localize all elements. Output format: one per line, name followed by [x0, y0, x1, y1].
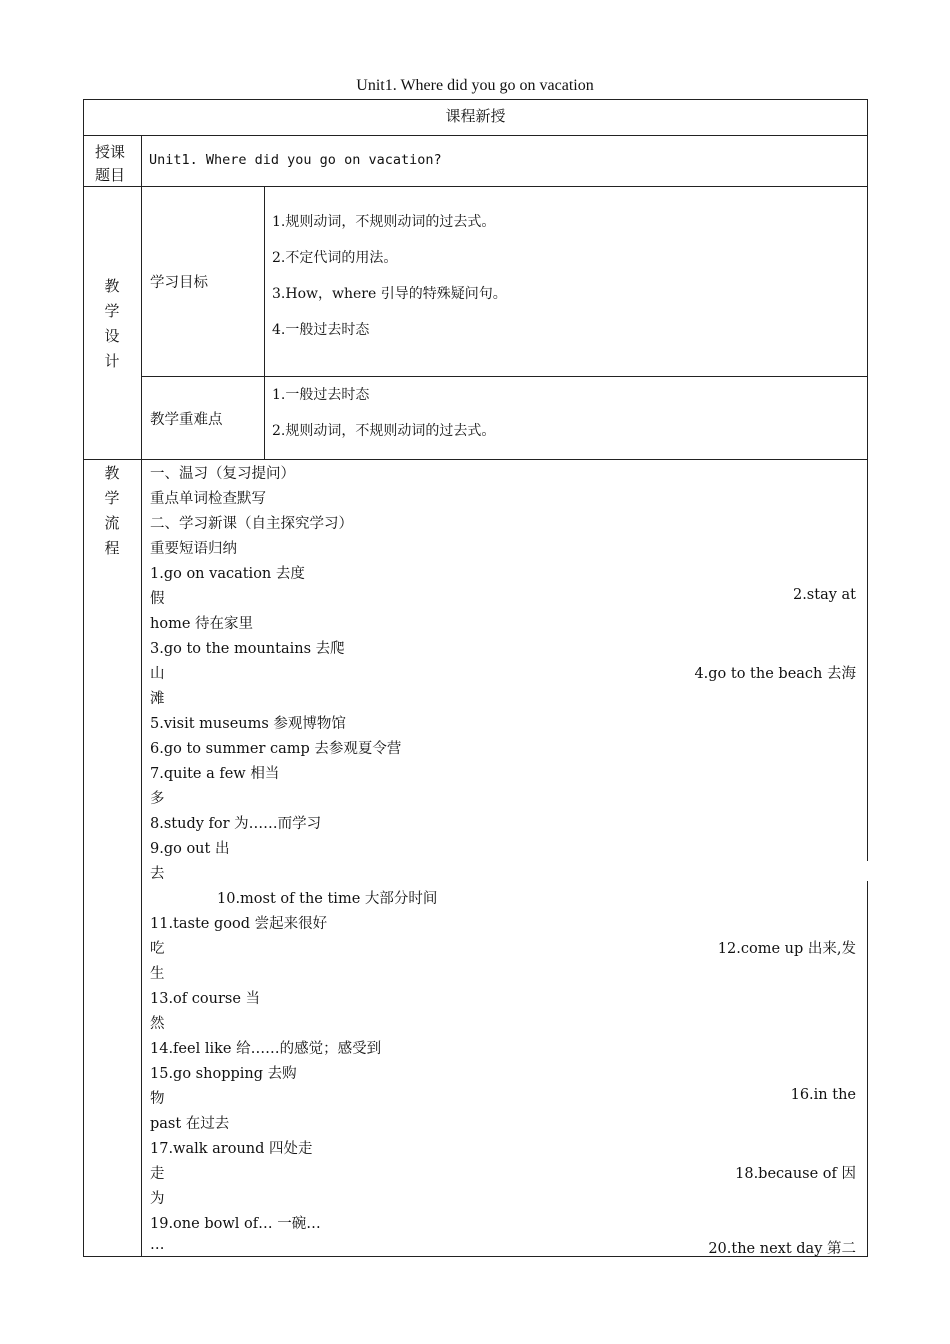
process-line: 物: [150, 1091, 165, 1107]
design-label-char: 学: [104, 302, 120, 320]
table-col-rule: [141, 135, 142, 1257]
process-label-char: 程: [104, 539, 120, 557]
process-line-right: 20.the next day 第二: [708, 1241, 856, 1257]
process-line: 5.visit museums 参观博物馆: [150, 716, 346, 732]
table-rule: [83, 135, 868, 136]
design-label-char: 教: [104, 277, 120, 295]
process-line: 9.go out 出: [150, 841, 230, 857]
design-label-char: 计: [104, 352, 120, 370]
process-line: 10.most of the time 大部分时间: [217, 891, 438, 907]
process-line-right: 2.stay at: [792, 587, 856, 603]
process-line: 重要短语归纳: [150, 541, 237, 557]
process-line: 二、学习新课（自主探究学习）: [150, 516, 353, 532]
process-label-char: 教: [104, 464, 120, 482]
process-line: …: [150, 1237, 165, 1253]
process-line: 山: [150, 666, 165, 682]
goals-label: 学习目标: [150, 275, 208, 291]
table-col-rule: [264, 186, 265, 459]
table-border-right: [867, 881, 868, 1257]
process-line: 14.feel like 给……的感觉；感受到: [150, 1041, 382, 1057]
process-line-right: 12.come up 出来,发: [717, 941, 856, 957]
process-line: 多: [150, 791, 165, 807]
goal-item: 2.不定代词的用法。: [272, 250, 398, 266]
keypoint-item: 2.规则动词，不规则动词的过去式。: [272, 423, 496, 439]
process-line: 13.of course 当: [150, 991, 261, 1007]
table-rule: [83, 459, 868, 460]
design-label: [83, 274, 141, 374]
topic-label: 授课: [95, 143, 126, 161]
process-line: 一、温习（复习提问）: [150, 466, 295, 482]
process-label-char: 流: [104, 514, 120, 532]
goal-item: 3.How，where 引导的特殊疑问句。: [272, 286, 507, 302]
table-border-top: [83, 99, 868, 100]
design-label-char: 设: [104, 327, 120, 345]
process-line: 为: [150, 1191, 165, 1207]
process-line: 吃: [150, 941, 165, 957]
process-line: 7.quite a few 相当: [150, 766, 280, 782]
lesson-plan-table: [83, 99, 868, 1257]
process-line: 6.go to summer camp 去参观夏令营: [150, 741, 402, 757]
table-header: 课程新授: [445, 107, 506, 125]
process-line: 生: [150, 966, 165, 982]
process-line: 15.go shopping 去购: [150, 1066, 297, 1082]
topic-value: Unit1. Where did you go on vacation?: [149, 152, 442, 168]
keypoints-label: 教学重难点: [150, 412, 223, 428]
process-line: 然: [150, 1016, 165, 1032]
table-border-right: [867, 99, 868, 861]
process-label: [83, 461, 141, 561]
process-line: 重点单词检查默写: [150, 491, 266, 507]
goal-item: 1.规则动词，不规则动词的过去式。: [272, 214, 496, 230]
process-line: past 在过去: [150, 1116, 230, 1132]
table-border-left: [83, 99, 84, 1257]
process-line: 去: [150, 866, 165, 882]
process-line: 19.one bowl of… 一碗…: [150, 1216, 321, 1232]
process-line: 3.go to the mountains 去爬: [150, 641, 345, 657]
process-label-char: 学: [104, 489, 120, 507]
table-rule: [83, 186, 868, 187]
process-line: 8.study for 为……而学习: [150, 816, 322, 832]
process-line: 1.go on vacation 去度: [150, 566, 305, 582]
goal-item: 4.一般过去时态: [272, 322, 370, 338]
process-line-right: 16.in the: [790, 1087, 856, 1103]
process-line: 滩: [150, 691, 165, 707]
process-line-right: 4.go to the beach 去海: [694, 666, 856, 682]
process-line: 假: [150, 591, 165, 607]
process-line: 走: [150, 1166, 165, 1182]
document-title: Unit1. Where did you go on vacation: [356, 77, 594, 94]
keypoint-item: 1.一般过去时态: [272, 387, 370, 403]
process-line: 17.walk around 四处走: [150, 1141, 313, 1157]
topic-label: 题目: [95, 166, 126, 184]
process-line: 11.taste good 尝起来很好: [150, 916, 328, 932]
process-line-right: 18.because of 因: [735, 1166, 856, 1182]
process-line: home 待在家里: [150, 616, 254, 632]
table-rule: [141, 376, 868, 377]
